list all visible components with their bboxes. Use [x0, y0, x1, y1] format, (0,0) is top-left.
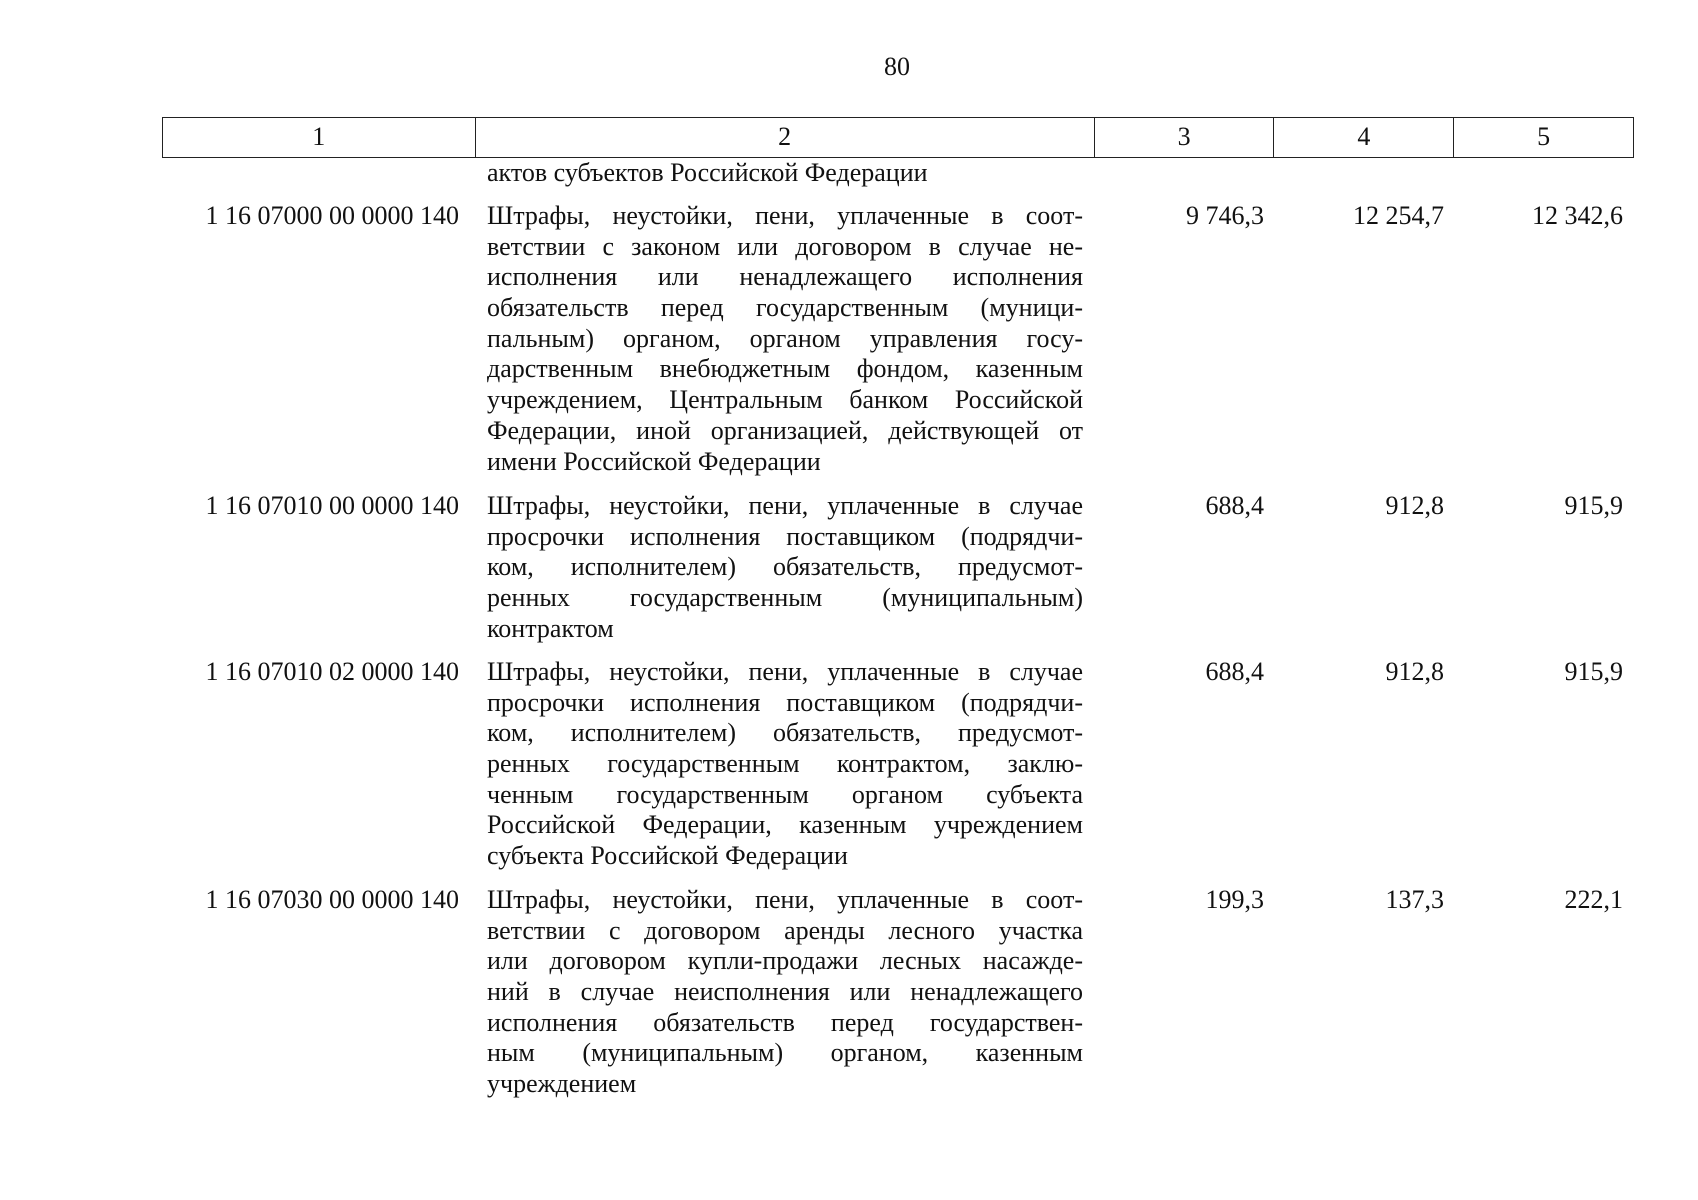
value-col-4: 137,3: [1385, 885, 1444, 914]
header-col-3: 3: [1095, 118, 1275, 157]
description-cell: [475, 657, 1095, 872]
page-number: 80: [884, 52, 910, 81]
description-line: ветствии с договором аренды лесного участка: [487, 915, 1083, 945]
code-cell: 1 16 07010 02 0000 140: [205, 657, 459, 686]
value-col-5: 222,1: [1564, 885, 1623, 914]
description-line: актов субъектов Российской Федерации: [487, 158, 928, 187]
description-cell: [475, 201, 1095, 477]
header-col-5: 5: [1537, 122, 1551, 151]
value-col-5: 12 342,6: [1532, 201, 1623, 230]
description-line: просрочки исполнения поставщиком (подрядчи-: [487, 687, 1083, 717]
description-line: исполнения или ненадлежащего исполнения: [487, 262, 1083, 292]
continuation-row: [162, 158, 1634, 189]
value-col-4: 12 254,7: [1353, 201, 1444, 230]
description-line: субъекта Российской Федерации: [487, 841, 848, 871]
value-col-4: 912,8: [1385, 657, 1444, 686]
description-line: Штрафы, неустойки, пени, уплаченные в случае: [487, 491, 1083, 520]
description-line: просрочки исполнения поставщиком (подрядчи-: [487, 521, 1083, 551]
table-header: [162, 117, 1634, 158]
description-line: исполнения обязательств перед государствен-: [487, 1007, 1083, 1037]
description-line: ренных государственным (муниципальным): [487, 583, 1083, 613]
header-col-4: 4: [1274, 118, 1454, 157]
description-cell: [475, 885, 1095, 1100]
description-line: учреждением: [487, 1069, 637, 1099]
code-cell: [162, 158, 475, 189]
description-line: учреждением, Центральным банком Российской: [487, 385, 1083, 415]
description-line: дарственным внебюджетным фондом, казенным: [487, 354, 1083, 384]
description-line: Штрафы, неустойки, пени, уплаченные в соот-: [487, 201, 1083, 230]
value-col-3: 688,4: [1205, 657, 1264, 686]
table-row: [162, 201, 1634, 477]
table-row: [162, 657, 1634, 872]
description-cell: [475, 158, 1095, 189]
header-col-2: 2: [476, 118, 1095, 157]
value-col-3: 199,3: [1205, 885, 1264, 914]
description-line: Российской Федерации, казенным учреждением: [487, 810, 1083, 840]
description-line: обязательств перед государственным (муници-: [487, 293, 1083, 323]
description-line: ком, исполнителем) обязательств, предусмот-: [487, 718, 1083, 748]
value-col-5: 915,9: [1564, 657, 1623, 686]
description-line: имени Российской Федерации: [487, 446, 821, 476]
code-cell: 1 16 07030 00 0000 140: [205, 885, 459, 914]
description-line: ренных государственным контрактом, заклю-: [487, 749, 1083, 779]
value-col-5: 915,9: [1564, 491, 1623, 520]
description-line: Штрафы, неустойки, пени, уплаченные в случае: [487, 657, 1083, 686]
table-row: [162, 885, 1634, 1100]
header-col-1: 1: [163, 118, 476, 157]
description-line: ным (муниципальным) органом, казенным: [487, 1038, 1083, 1068]
description-line: Федерации, иной организацией, действующей от: [487, 415, 1083, 445]
description-line: ветствии с законом или договором в случае не-: [487, 231, 1083, 261]
value-col-4: 912,8: [1385, 491, 1444, 520]
description-line: ченным государственным органом субъекта: [487, 779, 1083, 809]
description-line: пальным) органом, органом управления госу-: [487, 323, 1083, 353]
code-cell: 1 16 07010 00 0000 140: [205, 491, 459, 520]
description-line: ком, исполнителем) обязательств, предусмот-: [487, 552, 1083, 582]
table-row: [162, 491, 1634, 644]
value-col-3: 688,4: [1205, 491, 1264, 520]
description-line: Штрафы, неустойки, пени, уплаченные в соот-: [487, 885, 1083, 914]
value-col-3: 9 746,3: [1186, 201, 1264, 230]
description-line: или договором купли-продажи лесных насажде-: [487, 946, 1083, 976]
code-cell: 1 16 07000 00 0000 140: [205, 201, 459, 230]
description-line: контрактом: [487, 613, 614, 643]
description-cell: [475, 491, 1095, 644]
description-line: ний в случае неисполнения или ненадлежащего: [487, 977, 1083, 1007]
